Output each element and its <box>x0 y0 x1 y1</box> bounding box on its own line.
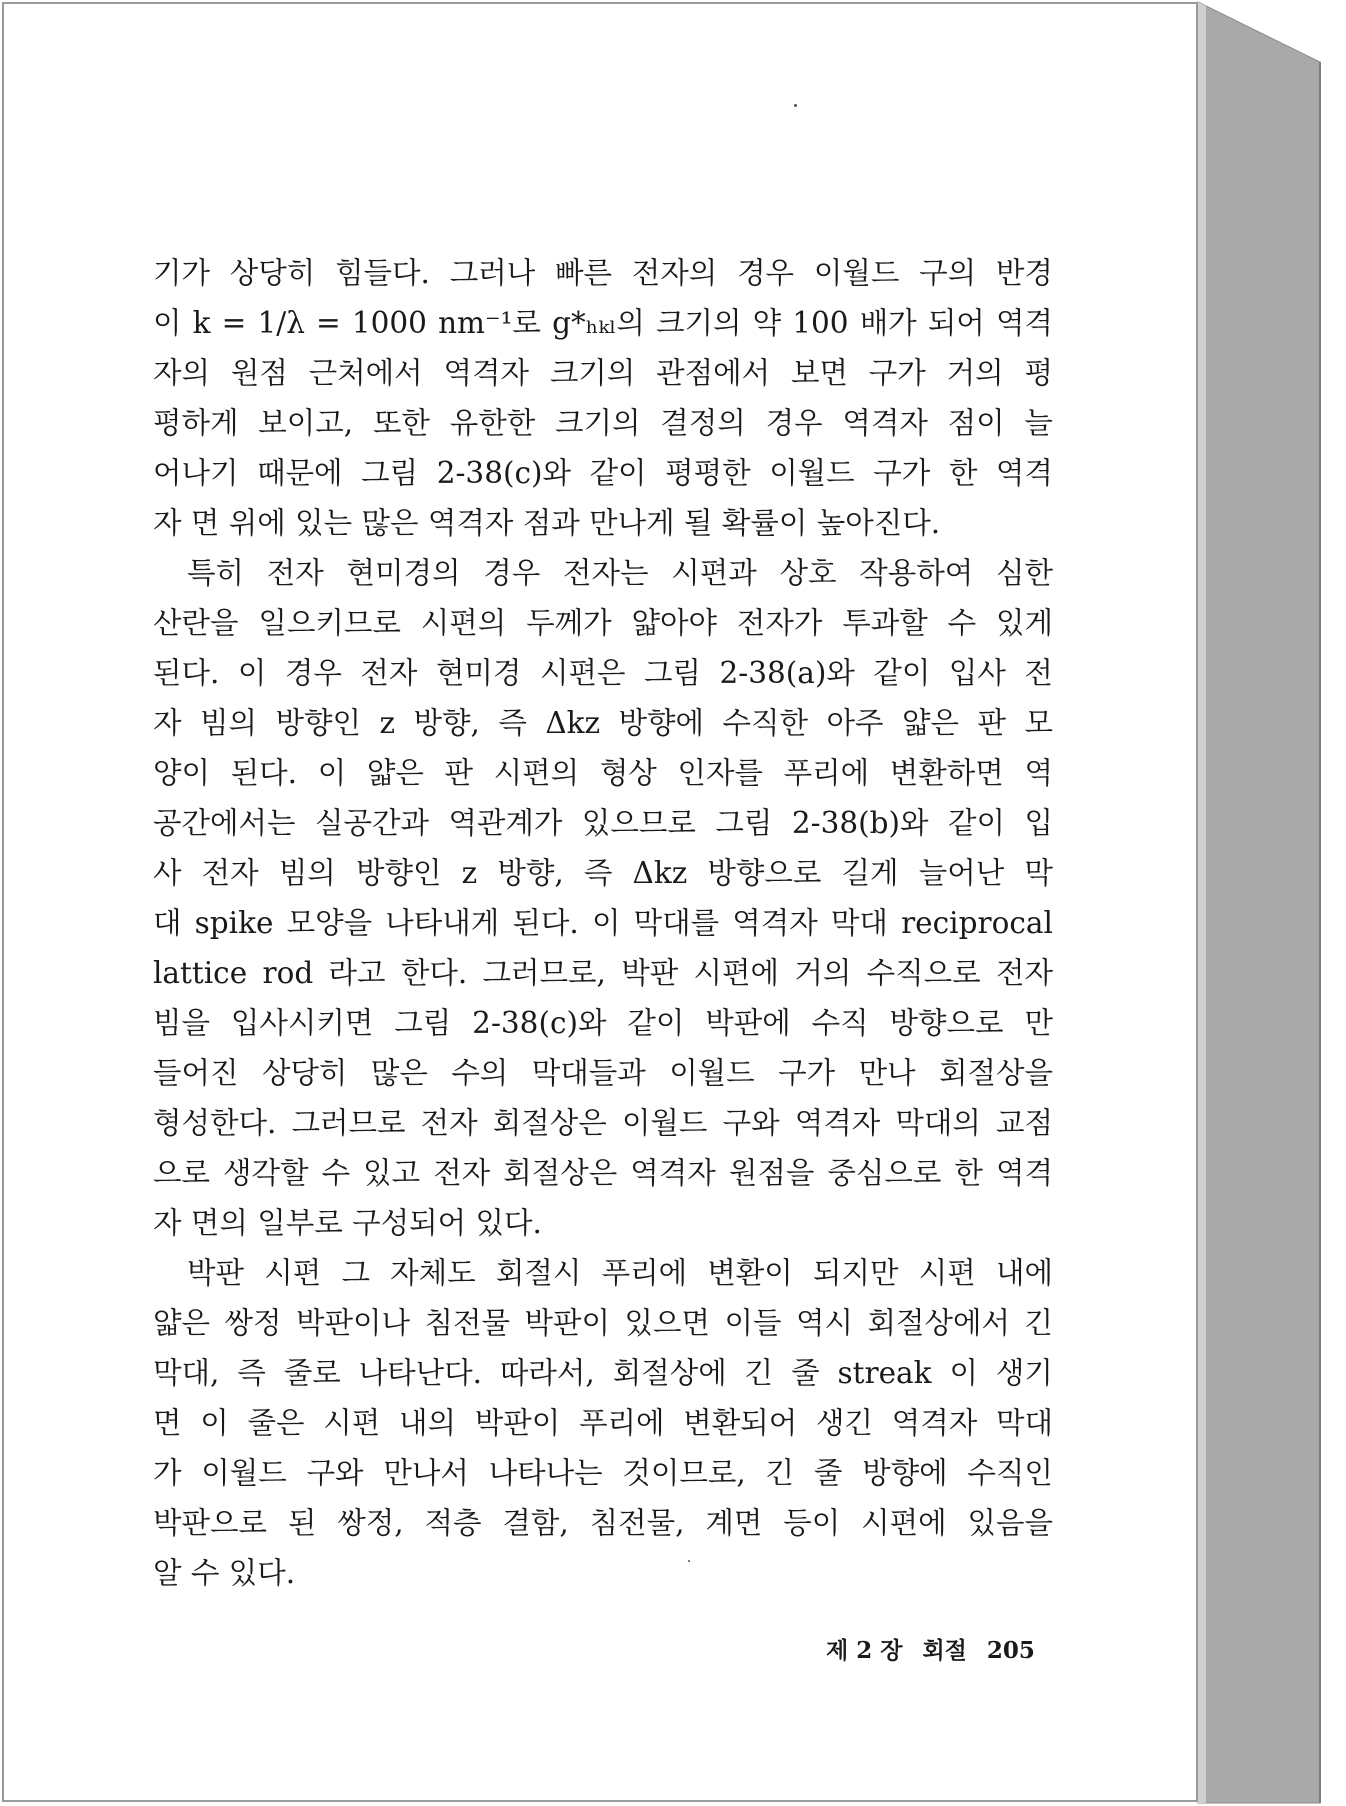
text-line: 특히 전자 현미경의 경우 전자는 시편과 상호 작용하여 심한 <box>187 556 1053 590</box>
text-line: 된다. 이 경우 전자 현미경 시편은 그림 2-38(a)와 같이 입사 전 <box>153 656 1053 690</box>
body-text <box>153 248 1053 1598</box>
footer-chapter: 제 2 장 <box>826 1637 903 1664</box>
text-line: 양이 된다. 이 얇은 판 시편의 형상 인자를 푸리에 변환하면 역 <box>153 756 1053 790</box>
text-line: 대 spike 모양을 나타내게 된다. 이 막대를 역격자 막대 reciprocal <box>153 906 1053 940</box>
text-line: 어나기 때문에 그림 2-38(c)와 같이 평평한 이월드 구가 한 역격 <box>153 456 1053 490</box>
paragraph <box>153 548 1053 1248</box>
text-line: 막대, 즉 줄로 나타난다. 따라서, 회절상에 긴 줄 streak 이 생기 <box>153 1356 1053 1390</box>
text-line: 으로 생각할 수 있고 전자 회절상은 역격자 원점을 중심으로 한 역격 <box>153 1156 1053 1190</box>
text-line: 박판 시편 그 자체도 회절시 푸리에 변환이 되지만 시편 내에 <box>187 1256 1053 1290</box>
text-line: 면 이 줄은 시편 내의 박판이 푸리에 변환되어 생긴 역격자 막대 <box>153 1406 1053 1440</box>
page-speck <box>794 104 797 107</box>
text-line: 얇은 쌍정 박판이나 침전물 박판이 있으면 이들 역시 회절상에서 긴 <box>153 1306 1053 1340</box>
text-line: 이 k = 1/λ = 1000 nm⁻¹로 g*ₕₖₗ의 크기의 약 100 배가 되어 역격 <box>153 306 1053 340</box>
text-line: 평하게 보이고, 또한 유한한 크기의 결정의 경우 역격자 점이 늘 <box>153 406 1053 440</box>
text-line: 들어진 상당히 많은 수의 막대들과 이월드 구가 만나 회절상을 <box>153 1056 1053 1090</box>
text-line: 공간에서는 실공간과 역관계가 있으므로 그림 2-38(b)와 같이 입 <box>153 806 1053 840</box>
text-line: 자 빔의 방향인 z 방향, 즉 Δkz 방향에 수직한 아주 얇은 판 모 <box>153 706 1053 740</box>
text-line: 산란을 일으키므로 시편의 두께가 얇아야 전자가 투과할 수 있게 <box>153 606 1053 640</box>
text-line: 알 수 있다. <box>153 1556 296 1590</box>
running-footer <box>826 1632 1035 1665</box>
text-line: 가 이월드 구와 만나서 나타나는 것이므로, 긴 줄 방향에 수직인 <box>153 1456 1053 1490</box>
page-number: 205 <box>986 1637 1035 1664</box>
footer-section: 회절 <box>922 1637 967 1664</box>
text-line: 박판으로 된 쌍정, 적층 결함, 침전물, 계면 등이 시편에 있음을 <box>153 1506 1053 1540</box>
text-line: 기가 상당히 힘들다. 그러나 빠른 전자의 경우 이월드 구의 반경 <box>153 256 1053 290</box>
text-line: 빔을 입사시키면 그림 2-38(c)와 같이 박판에 수직 방향으로 만 <box>153 1006 1053 1040</box>
text-line: 자 면의 일부로 구성되어 있다. <box>153 1206 542 1240</box>
text-line: 사 전자 빔의 방향인 z 방향, 즉 Δkz 방향으로 길게 늘어난 막 <box>153 856 1053 890</box>
text-line: 자의 원점 근처에서 역격자 크기의 관점에서 보면 구가 거의 평 <box>153 356 1053 390</box>
text-line: 형성한다. 그러므로 전자 회절상은 이월드 구와 역격자 막대의 교점 <box>153 1106 1053 1140</box>
paragraph <box>153 1248 1053 1598</box>
text-line: 자 면 위에 있는 많은 역격자 점과 만나게 될 확률이 높아진다. <box>153 506 941 540</box>
text-line: lattice rod 라고 한다. 그러므로, 박판 시편에 거의 수직으로 전자 <box>153 956 1053 990</box>
paragraph <box>153 248 1053 548</box>
